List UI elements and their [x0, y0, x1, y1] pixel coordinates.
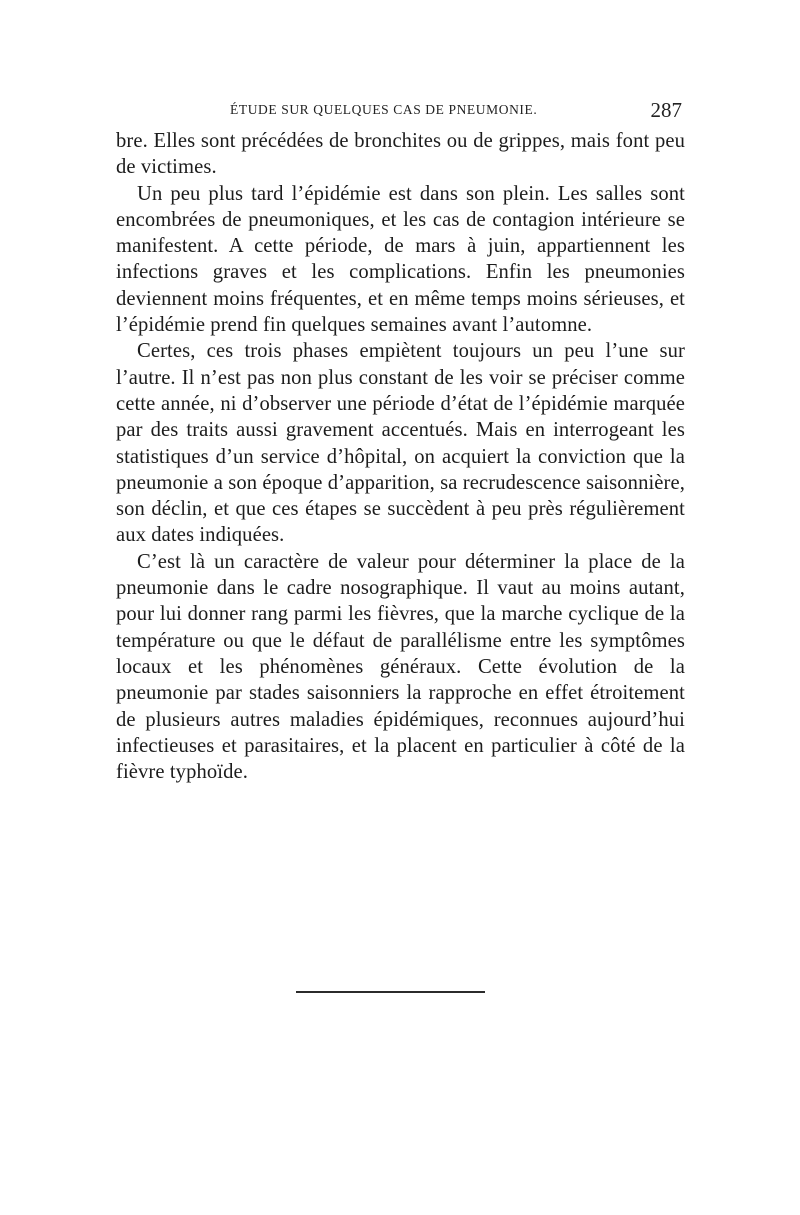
running-header — [116, 100, 684, 124]
section-end-rule — [296, 991, 485, 993]
body-text — [116, 128, 685, 785]
paragraph: Un peu plus tard l’épidémie est dans son plein. Les salles sont encombrées de pneumoniques, et les cas de contagion intérieure se manifestent. A cette période, de mars à juin, appartiennent les infections graves et les complications. Enfin les pneumonies deviennent moins fréquentes, et en même temps moins sérieuses, et l’épidémie prend fin quelques semaines avant l’automne. — [116, 182, 685, 337]
page-number: 287 — [650, 98, 682, 122]
paragraph-continuation: bre. Elles sont précédées de bronchites ou de grippes, mais font peu de victimes. — [116, 130, 685, 179]
paragraph: Certes, ces trois phases empiètent toujours un peu l’une sur l’autre. Il n’est pas non plus constant de les voir se préciser comme cette année, ni d’observer une période d’état de l’épidémie marquée par des traits aussi gravement accentués. Mais en interrogeant les statistiques d’un service d’hôpital, on acquiert la conviction que la pneumonie a son époque d’apparition, sa recrudescence saisonnière, son déclin, et que ces étapes se succèdent à peu près régulièrement aux dates indiquées. — [116, 340, 685, 547]
paragraph: C’est là un caractère de valeur pour déterminer la place de la pneumonie dans le cadre nosographique. Il vaut au moins autant, pour lui donner rang parmi les fièvres, que la marche cyclique de la température ou que le défaut de parallélisme entre les symptômes locaux et les phénomènes généraux. Cette évolution de la pneumonie par stades saisonniers la rapproche en effet étroitement de plusieurs autres maladies épidémiques, reconnues aujourd’hui infectieuses et parasitaires, et la placent en particulier à côté de la fièvre typhoïde. — [116, 550, 685, 784]
running-title: ÉTUDE SUR QUELQUES CAS DE PNEUMONIE. — [230, 102, 538, 117]
